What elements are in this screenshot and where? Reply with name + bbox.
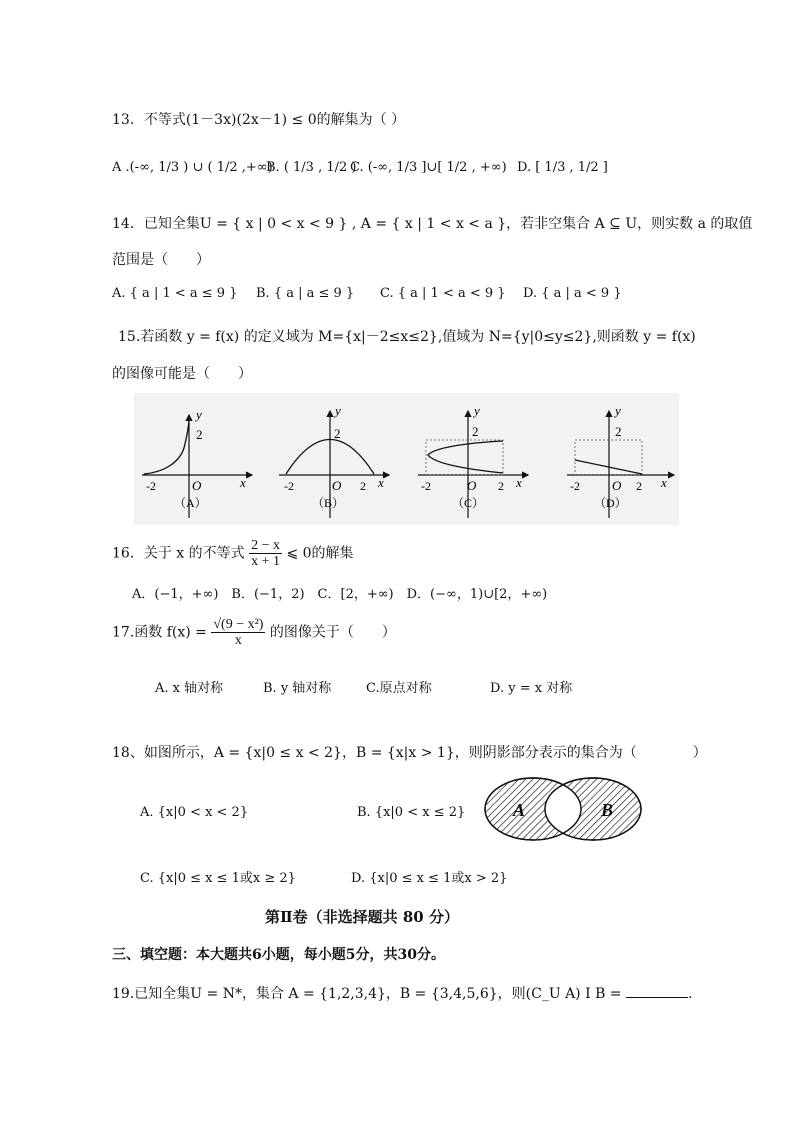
graph-c-two: 2	[498, 479, 504, 493]
q17-stem-pre: 17.函数 f(x) =	[112, 624, 207, 641]
q15-line2: 的图像可能是（ ）	[112, 366, 252, 382]
graph-a	[142, 407, 252, 518]
q18-stem: 18、如图所示，A = {x|0 ≤ x < 2}，B = {x|x > 1}，则阴影部分表示的集合为（ ）	[112, 745, 707, 761]
q19-answer-blank[interactable]	[626, 983, 688, 998]
graph-b-y: y	[335, 403, 341, 418]
graph-d-two: 2	[636, 479, 642, 493]
q16-stem-post: ⩽ 0的解集	[286, 545, 354, 562]
graph-b	[279, 403, 389, 518]
graph-b-two: 2	[360, 479, 366, 493]
q17-option-c: C.原点对称	[366, 681, 432, 696]
graph-a-neg2: -2	[146, 479, 156, 493]
graph-c-x: x	[516, 475, 522, 490]
q16-options: A．(−1，+∞) B．(−1，2) C．[2，+∞) D．(−∞，1)∪[2，+∞)	[132, 587, 548, 602]
q13-option-c: C. (-∞, 1/3 ]∪[ 1/2 , +∞)	[350, 160, 507, 175]
q18-option-c: C. {x|0 ≤ x ≤ 1或x ≥ 2}	[140, 871, 296, 886]
q13-stem: 13．不等式(1－3x)(2x－1) ≤ 0的解集为（ ）	[112, 112, 406, 128]
graph-c	[418, 403, 528, 518]
q17-frac-num: √(9 − x²)	[213, 617, 264, 632]
q16-fraction	[249, 538, 282, 569]
graph-c-o: O	[467, 478, 477, 493]
venn-label-a: A	[513, 800, 526, 820]
graph-c-ytwo: 2	[472, 424, 479, 439]
graph-b-x: x	[378, 475, 384, 490]
q17-fraction	[211, 617, 265, 648]
graph-d-caption: （D）	[594, 496, 627, 510]
q18-venn-diagram	[481, 774, 645, 844]
graph-a-x: x	[240, 475, 246, 490]
q18-option-d: D. {x|0 ≤ x ≤ 1或x > 2}	[351, 871, 508, 886]
q17-frac-den: x	[234, 633, 242, 648]
section3-heading: 三、填空题：本大题共6小题，每小题5分，共30分。	[112, 947, 445, 963]
graph-c-neg2: -2	[421, 479, 431, 493]
q14-option-b: B. { a | a ≤ 9 }	[256, 286, 355, 301]
q19-text: 19.已知全集U = N*，集合 A = {1,2,3,4}，B = {3,4,5,6}，则(C_U A) I B =	[112, 986, 622, 1002]
q15-graphs	[134, 393, 679, 525]
graph-a-o: O	[192, 478, 202, 493]
graph-b-o: O	[332, 478, 342, 493]
q18-option-b: B. {x|0 < x ≤ 2}	[357, 805, 466, 820]
q16-frac-num: 2 − x	[251, 538, 280, 553]
q15-line1: 15.若函数 y = f(x) 的定义域为 M={x|－2≤x≤2},值域为 N={y|0≤y≤2},则函数 y = f(x)	[118, 329, 696, 345]
q14-line1: 14．已知全集U = { x | 0 < x < 9 } , A = { x | 1 < x < a }，若非空集合 A ⊆ U，则实数 a 的取值	[112, 216, 753, 232]
q13-option-b: B. ( 1/3 , 1/2 )	[266, 160, 357, 175]
q14-option-d: D. { a | a < 9 }	[523, 286, 622, 301]
q14-line2: 范围是（ ）	[112, 252, 210, 268]
q16-stem	[112, 538, 354, 569]
venn-label-b: B	[601, 800, 614, 820]
q17-option-d: D. y = x 对称	[490, 681, 573, 696]
q19-end: .	[688, 986, 693, 1002]
graph-d-x: x	[661, 475, 667, 490]
graph-c-caption: （C）	[452, 496, 485, 510]
graph-d-o: O	[612, 478, 622, 493]
graph-a-ytwo: 2	[196, 427, 203, 442]
graph-d	[567, 403, 674, 518]
section2-title: 第Ⅱ卷（非选择题共 80 分）	[265, 908, 459, 926]
q17-stem	[112, 617, 396, 648]
q15-graph-panel	[134, 393, 679, 525]
q13-option-d: D. [ 1/3 , 1/2 ]	[517, 160, 608, 175]
graph-b-ytwo: 2	[334, 426, 341, 441]
q19-stem	[112, 983, 692, 1003]
q14-option-a: A. { a | 1 < a ≤ 9 }	[112, 286, 238, 301]
q13-option-a: A .(-∞, 1/3 ) ∪ ( 1/2 ,+∞)	[112, 160, 273, 175]
graph-a-y: y	[196, 407, 202, 422]
q16-frac-den: x + 1	[251, 554, 280, 569]
graph-b-caption: （B）	[312, 496, 345, 510]
q17-option-b: B. y 轴对称	[263, 681, 332, 696]
graph-c-y: y	[474, 403, 480, 418]
q17-option-a: A. x 轴对称	[155, 681, 224, 696]
q18-option-a: A. {x|0 < x < 2}	[140, 805, 249, 820]
q16-stem-pre: 16．关于 x 的不等式	[112, 545, 245, 562]
graph-d-y: y	[615, 403, 621, 418]
graph-b-neg2: -2	[284, 479, 294, 493]
q14-option-c: C. { a | 1 < a < 9 }	[380, 286, 506, 301]
graph-d-ytwo: 2	[615, 424, 622, 439]
q17-stem-post: 的图像关于（ ）	[269, 624, 396, 641]
graph-d-neg2: -2	[570, 479, 580, 493]
graph-a-caption: （A）	[174, 496, 207, 510]
